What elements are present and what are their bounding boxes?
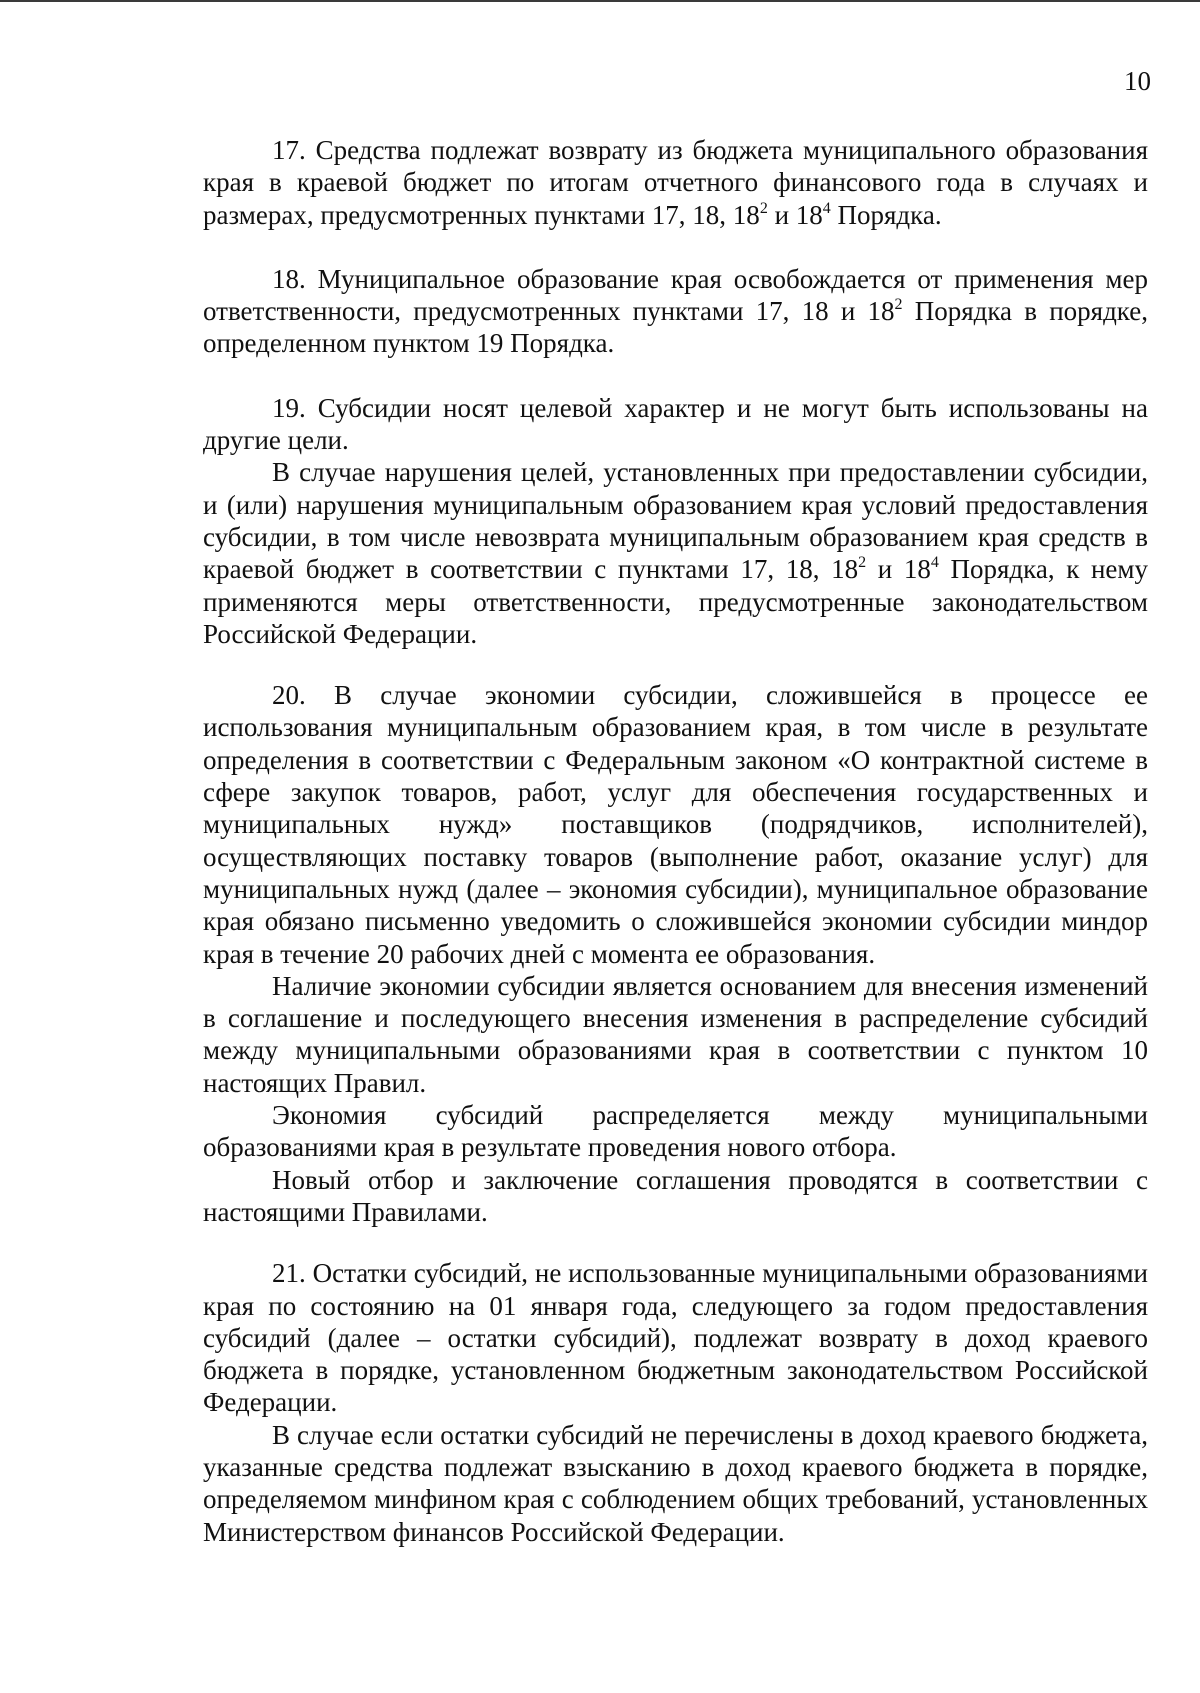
paragraph-20-savings: Наличие экономии субсидии является основанием для внесения изменений в соглашение и последующего внесения изменения в распределение субсидий между муниципальными образованиями края в соответствии с пунктом 10 настоящих Правил. [203,970,1148,1098]
paragraph-20-new-selection: Новый отбор и заключение соглашения проводятся в соответствии с настоящими Правилами. [203,1164,1148,1227]
page-number: 10 [1124,66,1151,96]
document-body [203,134,1148,1548]
paragraph-18: 18. Муниципальное образование края освобождается от применения мер ответственности, предусмотренных пунктами 17, 18 и $18^2$ Порядка в порядке, определенном пунктом 19 Порядка. [203,263,1148,359]
paragraph-17: 17. Средства подлежат возврату из бюджета муниципального образования края в краевой бюджет по итогам отчетного финансового года в случаях и размерах, предусмотренных пунктами 17, 18, $18^2$ и $18^4$ Порядка. [203,135,1148,230]
paragraph-21-recovery: В случае если остатки субсидий не перечислены в доход краевого бюджета, указанные средства подлежат взысканию в доход краевого бюджета в порядке, определяемом минфином края с соблюдением общих требований, установленных Министерством финансов Российской Федерации. [203,1419,1148,1547]
paragraph-20-distribution: Экономия субсидий распределяется между муниципальными образованиями края в результате проведения нового отбора. [203,1100,1148,1163]
page-top-edge-rule [0,0,1200,2]
paragraph-19: 19. Субсидии носят целевой характер и не могут быть использованы на другие цели. [203,392,1148,456]
paragraph-19-violations: В случае нарушения целей, установленных при предоставлении субсидии, и (или) нарушения муниципальным образованием края условий предоставления субсидии, в том числе невозврата муниципальным образованием края средств в краевой бюджет в соответствии с пунктами 17, 18, $18^2$ и $18^4$ Порядка, к нему применяются меры ответственности, предусмотренные законодательством Российской Федерации. [203,457,1148,649]
paragraph-21: 21. Остатки субсидий, не использованные муниципальными образованиями края по состоянию на 01 января года, следующего за годом предоставления субсидий (далее – остатки субсидий), подлежат возврату в доход краевого бюджета в порядке, установленном бюджетным законодательством Российской Федерации. [203,1258,1148,1418]
paragraph-20: 20. В случае экономии субсидии, сложившейся в процессе ее использования муниципальным образованием края, в том числе в результате определения в соответствии с Федеральным законом «О контрактной системе в сфере закупок товаров, работ, услуг для обеспечения государственных и муниципальных нужд» поставщиков (подрядчиков, исполнителей), осуществляющих поставку товаров (выполнение работ, оказание услуг) для муниципальных нужд (далее – экономия субсидии), муниципальное образование края обязано письменно уведомить о сложившейся экономии субсидии миндор края в течение 20 рабочих дней с момента ее образования. [203,680,1148,969]
